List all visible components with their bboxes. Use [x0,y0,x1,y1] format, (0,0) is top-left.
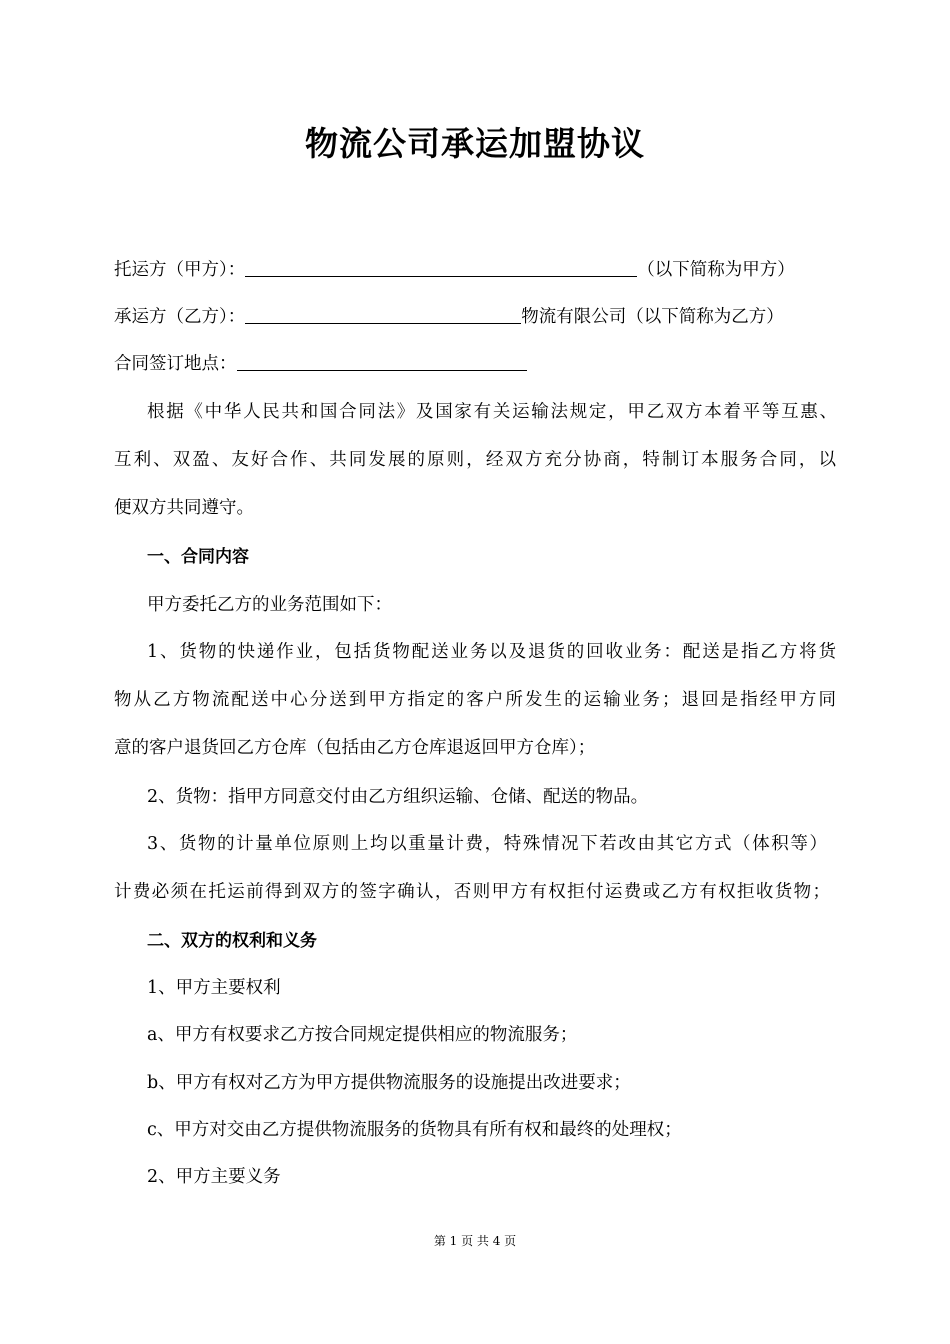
item1-line-1: 1、货物的快递作业，包括货物配送业务以及退货的回收业务：配送是指乙方将货 [147,642,836,662]
document-title: 物流公司承运加盟协议 [305,124,645,163]
page-number-footer: 第 1 页 共 4 页 [433,1234,517,1248]
intro-line-1: 根据《中华人民共和国合同法》及国家有关运输法规定，甲乙双方本着平等互惠、 [147,402,837,422]
carrier-name-blank[interactable] [245,306,521,324]
item1-line-2: 物从乙方物流配送中心分送到甲方指定的客户所发生的运输业务；退回是指经甲方同 [114,690,836,710]
carrier-suffix: 物流有限公司（以下简称为乙方） [521,307,784,327]
intro-line-2: 互利、双盈、友好合作、共同发展的原则，经双方充分协商，特制订本服务合同，以 [114,450,836,470]
location-line [114,352,527,376]
rights-heading: 1、甲方主要权利 [147,978,281,998]
shipper-name-blank[interactable] [245,259,637,277]
intro-line-3: 便双方共同遵守。 [114,498,254,518]
right-item-c: c、甲方对交由乙方提供物流服务的货物具有所有权和最终的处理权； [147,1120,682,1140]
scope-line: 甲方委托乙方的业务范围如下： [147,595,392,615]
carrier-line [114,305,784,329]
shipper-line [114,258,795,282]
item2-line: 2、货物：指甲方同意交付由乙方组织运输、仓储、配送的物品。 [147,787,649,807]
shipper-label: 托运方（甲方）： [114,260,246,280]
item1-line-3: 意的客户退货回乙方仓库（包括由乙方仓库退返回甲方仓库）； [114,738,596,758]
right-item-b: b、甲方有权对乙方为甲方提供物流服务的设施提出改进要求； [147,1073,631,1093]
shipper-suffix: （以下简称为甲方） [637,260,795,280]
location-label: 合同签订地点： [114,354,237,374]
section-heading-contract-content: 一、合同内容 [147,547,249,567]
carrier-label: 承运方（乙方）： [114,307,246,327]
right-item-a: a、甲方有权要求乙方按合同规定提供相应的物流服务； [147,1025,578,1045]
location-blank[interactable] [237,353,527,371]
item3-line-2: 计费必须在托运前得到双方的签字确认，否则甲方有权拒付运费或乙方有权拒收货物； [114,882,830,902]
duties-heading: 2、甲方主要义务 [147,1167,281,1187]
section-heading-rights-obligations: 二、双方的权利和义务 [147,931,317,951]
item3-line-1: 3、货物的计量单位原则上均以重量计费，特殊情况下若改由其它方式（体积等） [147,834,827,854]
